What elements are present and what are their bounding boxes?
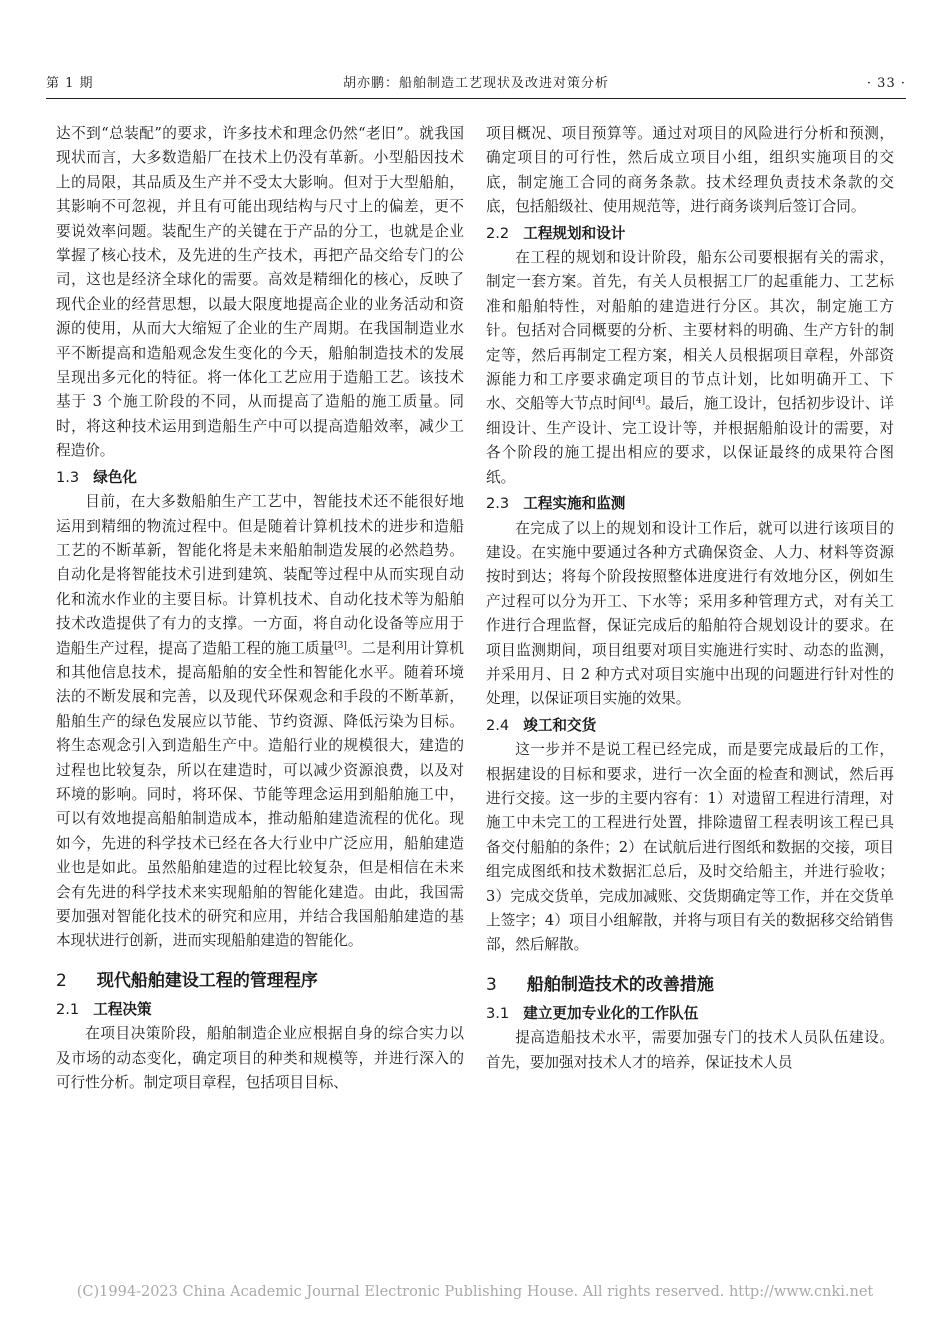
section-heading-1-3 — [56, 466, 464, 490]
paragraph-text: 目前，在大多数船舶生产工艺中，智能技术还不能很好地运用到精细的物流过程中。但是随着计算机技术的进步和造船工艺的不断革新，智能化将是未来船舶制造发展的必然趋势。自动化是将智能技术引进到建筑、装配等过程中从而实现自动化和流水作业的主要目标。计算机技术、自动化技术等为船舶技术改造提供了有力的支撑。一方面，将自动化设备等应用于造船生产过程，提高了造船工程的施工质量 — [56, 493, 464, 657]
section-number: 2.2 — [486, 224, 510, 242]
section-heading-2-3 — [486, 492, 894, 516]
section-number: 2 — [56, 970, 67, 991]
paragraph-text: 在工程的规划和设计阶段，船东公司要根据有关的需求，制定一套方案。首先，有关人员根据工厂的起重能力、工艺标准和船舶特性，对船舶的建造进行分区。其次，制定施工方针。包括对合同概要的分析、主要材料的明确、生产方针的制定等，然后再制定工程方案，相关人员根据项目章程，外部资源能力和工序要求确定项目的节点计划，比如明确开工、下水、交船等大节点时间 — [486, 249, 894, 413]
section-number: 3.1 — [486, 1004, 510, 1022]
section-heading-3 — [486, 970, 894, 1000]
paragraph: 在完成了以上的规划和设计工作后，就可以进行该项目的建设。在实施中要通过各种方式确保资金、人力、材料等资源按时到达；将每个阶段按照整体进度进行有效地分区，例如生产过程可以分为开工、下水等；采用多种管理方式，对有关工作进行合理监督，保证完成后的船舶符合规划设计的要求。在项目监测期间，项目组要对项目实施进行实时、动态的监测，并采用月、日 2 种方式对项目实施中出现的问题进行针对性的处理，以保证项目实施的效果。 — [486, 519, 894, 708]
left-column — [56, 122, 464, 1095]
running-header — [46, 70, 906, 99]
section-number: 2.4 — [486, 716, 510, 734]
copyright-watermark: (C)1994-2023 China Academic Journal Electronic Publishing House. All rights reserved. http://www.cnki.net — [76, 1284, 874, 1300]
section-heading-2 — [56, 966, 464, 996]
citation-ref: [4] — [632, 396, 646, 407]
paragraph — [486, 246, 894, 490]
section-number: 1.3 — [56, 468, 80, 486]
section-heading-2-2 — [486, 222, 894, 246]
paragraph: 在项目决策阶段，船舶制造企业应根据自身的综合实力以及市场的动态变化，确定项目的种类和规模等，并进行深入的可行性分析。制定项目章程，包括项目目标、 — [56, 1025, 464, 1092]
section-title: 绿色化 — [93, 468, 138, 486]
section-title: 船舶制造技术的改善措施 — [526, 974, 714, 995]
paragraph: 提高造船技术水平，需要加强专门的技术人员队伍建设。首先，要加强对技术人才的培养，保证技术人员 — [486, 1029, 894, 1071]
section-title: 现代船舶建设工程的管理程序 — [96, 970, 318, 991]
paragraph-text: 。二是利用计算机和其他信息技术，提高船舶的安全性和智能化水平。随着环境法的不断发展和完善，以及现代环保观念和手段的不断革新，船舶生产的绿色发展应以节能、节约资源、降低污染为目标。将生态观念引入到造船生产中。造船行业的规模很大，建造的过程也比较复杂，所以在建造时，可以减少资源浪费，以及对环境的影响。同时，将环保、节能等理念运用到船舶施工中，可以有效地提高船舶制造成本，推动船舶建造流程的优化。现如今，先进的科学技术已经在各大行业中广泛应用，船舶建造业也是如此。虽然船舶建造的过程比较复杂，但是相信在未来会有先进的科学技术来实现船舶的智能化建造。由此，我国需要加强对智能化技术的研究和应用，并结合我国船舶建造的基本现状进行创新，进而实现船舶建造的智能化。 — [56, 639, 464, 950]
paragraph: 项目概况、项目预算等。通过对项目的风险进行分析和预测，确定项目的可行性，然后成立项目小组，组织实施项目的交底，制定施工合同的商务条款。技术经理负责技术条款的交底，包括船级社、使用规范等，进行商务谈判后签订合同。 — [486, 125, 894, 216]
section-number: 2.1 — [56, 1000, 80, 1018]
section-title: 工程实施和监测 — [523, 495, 626, 513]
paragraph — [56, 490, 464, 954]
citation-ref: [3] — [334, 640, 347, 651]
section-heading-3-1 — [486, 1002, 894, 1026]
section-heading-2-4 — [486, 714, 894, 738]
paragraph: 这一步并不是说工程已经完成，而是要完成最后的工作，根据建设的目标和要求，进行一次全面的检查和测试，然后再进行交接。这一步的主要内容有：1）对遗留工程进行清理，对施工中未完工的工程进行处置，排除遗留工程表明该工程已具备交付船舶的条件；2）在试航后进行图纸和数据的交接，项目组完成图纸和技术数据汇总后，及时交给船主，并进行验收；3）完成交货单，完成加减账、交货期确定等工作，并在交货单上签字；4）项目小组解散，并将与项目有关的数据移交给销售部，然后解散。 — [486, 741, 894, 954]
section-heading-2-1 — [56, 998, 464, 1022]
right-column — [486, 122, 894, 1075]
section-title: 建立更加专业化的工作队伍 — [523, 1004, 699, 1022]
section-title: 工程规划和设计 — [523, 224, 626, 242]
article-title: 胡亦鹏：船舶制造工艺现状及改进对策分析 — [342, 76, 609, 91]
issue-number: 第 1 期 — [46, 76, 94, 91]
paragraph-text: 。最后，施工设计，包括初步设计、详细设计、生产设计、完工设计等，并根据船舶设计的需要，对各个阶段的施工提出相应的要求，以保证最终的成果符合图纸。 — [486, 395, 894, 486]
page-number: · 33 · — [866, 76, 906, 91]
section-title: 竣工和交货 — [523, 716, 597, 734]
section-title: 工程决策 — [93, 1000, 152, 1018]
section-number: 2.3 — [486, 495, 510, 513]
paragraph: 达不到“总装配”的要求，许多技术和理念仍然“老旧”。就我国现状而言，大多数造船厂在技术上仍没有革新。小型船因技术上的局限，其品质及生产并不受太大影响。但对于大型船舶，其影响不可忽视，并且有可能出现结构与尺寸上的偏差，更不要说效率问题。装配生产的关键在于产品的分工，也就是企业掌握了核心技术，及先进的生产技术，再把产品交给专门的公司，这也是经济全球化的需要。高效是精细化的核心，反映了现代企业的经营思想，以最大限度地提高企业的业务活动和资源的使用，从而大大缩短了企业的生产周期。在我国制造业水平不断提高和造船观念发生变化的今天，船舶制造技术的发展呈现出多元化的特征。将一体化工艺应用于造船工艺。该技术基于 3 个施工阶段的不同，从而提高了造船的施工质量。同时，将这种技术运用到造船生产中可以提高造船效率，减少工程造价。 — [56, 125, 464, 460]
section-number: 3 — [486, 974, 497, 995]
